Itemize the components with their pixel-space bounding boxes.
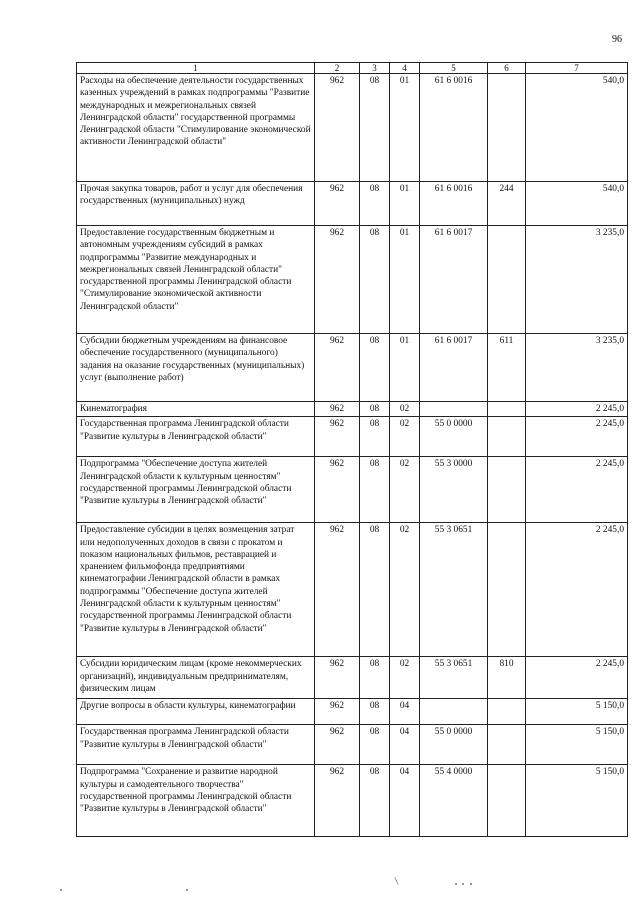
cell-subsection: 02 <box>390 417 420 457</box>
column-header: 3 <box>360 63 390 74</box>
row-description: Подпрограмма "Обеспечение доступа жителей Ленинградской области к культурным ценностям" государственной программы Ленинградской области "Развитие культуры в Ленинградской области" <box>77 457 315 523</box>
cell-expense-type <box>488 417 526 457</box>
row-description: Субсидии бюджетным учреждениям на финансовое обеспечение государственного (муниципального) задания на оказание государственных (муниципальных) услуг (выполнение работ) <box>77 334 315 402</box>
cell-expense-type <box>488 457 526 523</box>
cell-amount: 5 150,0 <box>526 725 628 765</box>
cell-amount: 2 245,0 <box>526 657 628 699</box>
cell-section: 08 <box>360 765 390 837</box>
cell-target-article <box>420 402 488 417</box>
cell-subsection: 04 <box>390 699 420 725</box>
cell-target-article: 55 0 0000 <box>420 417 488 457</box>
column-header: 6 <box>488 63 526 74</box>
cell-subsection: 01 <box>390 334 420 402</box>
cell-target-article: 55 4 0000 <box>420 765 488 837</box>
cell-amount: 540,0 <box>526 74 628 182</box>
row-description: Предоставление государственным бюджетным и автономным учреждениям субсидий в рамках подпрограммы "Развитие международных и межрегиональных связей Ленинградской области" государственной программы Ленинградской области "Стимулирование экономической активности Ленинградской области" <box>77 226 315 334</box>
table-row <box>77 182 628 226</box>
table-row <box>77 765 628 837</box>
table-header-row <box>77 63 628 74</box>
cell-admin-code: 962 <box>315 523 360 657</box>
row-description: Другие вопросы в области культуры, кинематографии <box>77 699 315 725</box>
cell-section: 08 <box>360 74 390 182</box>
budget-table <box>76 62 628 837</box>
cell-section: 08 <box>360 417 390 457</box>
page-number: 96 <box>612 34 622 45</box>
cell-target-article: 55 0 0000 <box>420 725 488 765</box>
cell-target-article: 61 6 0016 <box>420 74 488 182</box>
cell-expense-type <box>488 402 526 417</box>
cell-amount: 2 245,0 <box>526 417 628 457</box>
cell-admin-code: 962 <box>315 457 360 523</box>
cell-admin-code: 962 <box>315 765 360 837</box>
table-row <box>77 699 628 725</box>
cell-amount: 2 245,0 <box>526 457 628 523</box>
cell-admin-code: 962 <box>315 417 360 457</box>
table-row <box>77 226 628 334</box>
cell-subsection: 02 <box>390 402 420 417</box>
scan-artifacts <box>0 875 640 895</box>
table-row <box>77 334 628 402</box>
cell-admin-code: 962 <box>315 226 360 334</box>
row-description: Прочая закупка товаров, работ и услуг для обеспечения государственных (муниципальных) нужд <box>77 182 315 226</box>
cell-section: 08 <box>360 523 390 657</box>
cell-amount: 2 245,0 <box>526 402 628 417</box>
column-header: 4 <box>390 63 420 74</box>
row-description: Предоставление субсидии в целях возмещения затрат или недополученных доходов в связи с прокатом и показом национальных фильмов, реставрацией и хранением фильмофонда предприятиями кинематографии Ленинградской области в рамках подпрограммы "Обеспечение доступа жителей Ленинградской области к культурным ценностям" государственной программы Ленинградской области "Развитие культуры в Ленинградской области" <box>77 523 315 657</box>
cell-admin-code: 962 <box>315 334 360 402</box>
cell-subsection: 01 <box>390 226 420 334</box>
cell-subsection: 02 <box>390 523 420 657</box>
cell-expense-type <box>488 765 526 837</box>
cell-target-article: 55 3 0000 <box>420 457 488 523</box>
table-row <box>77 457 628 523</box>
column-header: 2 <box>315 63 360 74</box>
cell-section: 08 <box>360 699 390 725</box>
cell-target-article <box>420 699 488 725</box>
cell-subsection: 02 <box>390 657 420 699</box>
table-row <box>77 657 628 699</box>
table-row <box>77 725 628 765</box>
cell-subsection: 01 <box>390 74 420 182</box>
cell-amount: 5 150,0 <box>526 699 628 725</box>
cell-admin-code: 962 <box>315 725 360 765</box>
cell-target-article: 55 3 0651 <box>420 657 488 699</box>
cell-section: 08 <box>360 457 390 523</box>
cell-expense-type <box>488 226 526 334</box>
table-row <box>77 417 628 457</box>
cell-expense-type <box>488 74 526 182</box>
cell-expense-type <box>488 725 526 765</box>
cell-amount: 540,0 <box>526 182 628 226</box>
table-row <box>77 402 628 417</box>
cell-target-article: 55 3 0651 <box>420 523 488 657</box>
cell-section: 08 <box>360 182 390 226</box>
cell-subsection: 04 <box>390 725 420 765</box>
cell-admin-code: 962 <box>315 182 360 226</box>
cell-subsection: 02 <box>390 457 420 523</box>
cell-expense-type <box>488 699 526 725</box>
cell-subsection: 01 <box>390 182 420 226</box>
cell-target-article: 61 6 0017 <box>420 226 488 334</box>
cell-admin-code: 962 <box>315 402 360 417</box>
cell-admin-code: 962 <box>315 74 360 182</box>
cell-expense-type: 611 <box>488 334 526 402</box>
cell-section: 08 <box>360 657 390 699</box>
cell-expense-type: 244 <box>488 182 526 226</box>
cell-target-article: 61 6 0017 <box>420 334 488 402</box>
table-row <box>77 523 628 657</box>
row-description: Субсидии юридическим лицам (кроме некоммерческих организаций), индивидуальным предпринимателям, физическим лицам <box>77 657 315 699</box>
cell-expense-type: 810 <box>488 657 526 699</box>
column-header: 5 <box>420 63 488 74</box>
cell-amount: 2 245,0 <box>526 523 628 657</box>
row-description: Государственная программа Ленинградской области "Развитие культуры в Ленинградской области" <box>77 417 315 457</box>
cell-amount: 3 235,0 <box>526 226 628 334</box>
table-row <box>77 74 628 182</box>
cell-section: 08 <box>360 402 390 417</box>
cell-target-article: 61 6 0016 <box>420 182 488 226</box>
cell-amount: 3 235,0 <box>526 334 628 402</box>
cell-subsection: 04 <box>390 765 420 837</box>
row-description: Государственная программа Ленинградской области "Развитие культуры в Ленинградской области" <box>77 725 315 765</box>
cell-expense-type <box>488 523 526 657</box>
row-description: Подпрограмма "Сохранение и развитие народной культуры и самодеятельного творчества" государственной программы Ленинградской области "Развитие культуры в Ленинградской области" <box>77 765 315 837</box>
cell-section: 08 <box>360 725 390 765</box>
cell-amount: 5 150,0 <box>526 765 628 837</box>
cell-section: 08 <box>360 226 390 334</box>
cell-section: 08 <box>360 334 390 402</box>
row-description: Расходы на обеспечение деятельности государственных казенных учреждений в рамках подпрограммы "Развитие международных и межрегиональных связей Ленинградской области" государственной программы Ленинградской области "Стимулирование экономической активности Ленинградской области" <box>77 74 315 182</box>
column-header: 1 <box>77 63 315 74</box>
cell-admin-code: 962 <box>315 657 360 699</box>
cell-admin-code: 962 <box>315 699 360 725</box>
row-description: Кинематография <box>77 402 315 417</box>
column-header: 7 <box>526 63 628 74</box>
